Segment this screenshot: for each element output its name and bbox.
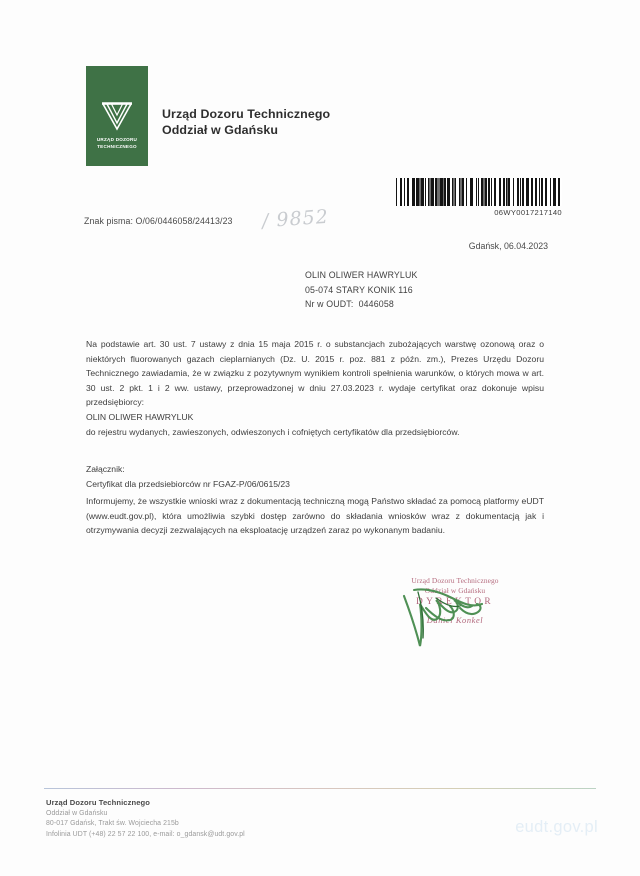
handwritten-annotation: / 9852 <box>261 205 330 233</box>
notice-block <box>86 494 544 538</box>
director-stamp <box>390 576 520 638</box>
addressee-oudt-number: Nr w OUDT: 0446058 <box>305 299 394 309</box>
footer-address: 80-017 Gdańsk, Trakt św. Wojciecha 215b <box>46 820 179 828</box>
organization-name-line1: Urząd Dozoru Technicznego <box>162 107 331 121</box>
watermark-eudt: eudt.gov.pl <box>515 818 598 836</box>
stamp-org-line1: Urząd Dozoru Technicznego <box>411 576 499 585</box>
body-block <box>86 337 544 439</box>
body-paragraph-1: Na podstawie art. 30 ust. 7 ustawy z dnia 15 maja 2015 r. o substancjach zubożających warstwę ozonową oraz o niektórych fluorowanych gazach cieplarnianych (Dz. U. 2015 r. poz. 881 z późn. zm.), Prezes Urzędu Dozoru Technicznego zawiadamia, że w związku z pozytywnym wynikiem kontroli spełnienia warunków, o których mowa w art. 30 ust. 2 pkt. 1 i 2 ww. ustawy, przeprowadzonej w dniu 27.03.2023 r. wydaje certyfikat oraz dokonuje wpisu przedsiębiorcy: <box>86 339 544 408</box>
addressee-address: 05-074 STARY KONIK 116 <box>305 284 413 295</box>
stamp-signer-name: Daniel Konkel <box>426 616 484 625</box>
footer-contact: Infolinia UDT (+48) 22 57 22 100, e-mail: o_gdansk@udt.gov.pl <box>46 831 245 839</box>
udt-v-logo-icon <box>100 101 134 131</box>
stamp-title: DYREKTOR <box>415 597 495 607</box>
reference-number: Znak pisma: O/06/0446058/24413/23 <box>84 216 233 226</box>
attachment-label: Załącznik: <box>86 464 125 474</box>
attachment-block <box>86 462 544 491</box>
notice-paragraph: Informujemy, że wszystkie wnioski wraz z dokumentacją techniczną mogą Państwo składać za pomocą platformy eUDT (www.eudt.gov.pl), która umożliwia szybki dostęp zarówno do składania wniosków wraz z dokumentacją jak i otrzymywania decyzji zezwalających na eksploatację urządzeń zaraz po wykonanym badaniu. <box>86 496 544 536</box>
attachment-value: Certyfikat dla przedsiebiorców nr FGAZ-P/06/0615/23 <box>86 478 290 489</box>
udt-logo <box>86 66 148 166</box>
organization-name <box>162 106 330 166</box>
addressee-name: OLIN OLIWER HAWRYLUK <box>305 270 418 280</box>
logo-mini-text-line1: URZĄD DOZORU <box>96 137 138 142</box>
footer-block <box>46 797 245 841</box>
body-paragraph-2: do rejestru wydanych, zawieszonych, odwieszonych i cofniętych certyfikatów dla przedsiębiorców. <box>86 426 460 437</box>
barcode-number: 06WY0017217140 <box>494 208 562 217</box>
barcode-icon <box>396 178 562 206</box>
footer-branch: Oddział w Gdańsku <box>46 809 108 817</box>
footer-org-name: Urząd Dozoru Technicznego <box>46 798 151 807</box>
date-line: Gdańsk, 06.04.2023 <box>468 241 548 251</box>
stamp-org-line2: Oddział w Gdańsku <box>424 585 486 595</box>
barcode-block <box>396 178 562 217</box>
organization-name-line2: Oddział w Gdańsku <box>162 123 278 137</box>
footer-divider <box>44 788 596 789</box>
addressee-block <box>305 268 418 312</box>
logo-mini-text-line2: TECHNICZNEGO <box>97 144 137 149</box>
entrepreneur-name: OLIN OLIWER HAWRYLUK <box>86 411 194 422</box>
organization-header <box>86 66 330 166</box>
